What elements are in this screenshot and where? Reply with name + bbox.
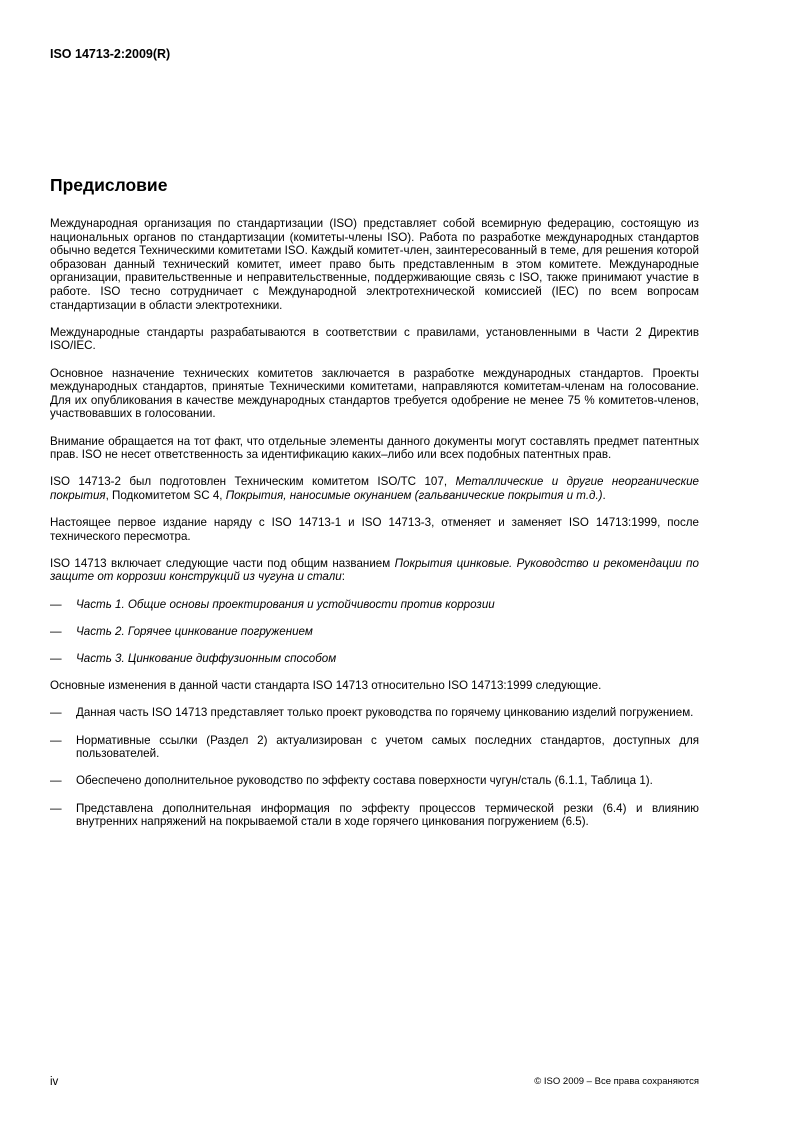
dash-mark: — [50, 733, 62, 747]
dash-mark: — [50, 624, 62, 638]
list-item-change-1 [50, 706, 699, 720]
list-item-change-4 [50, 802, 699, 829]
paragraph-iso-intro: Международная организация по стандартизации (ISO) представляет собой всемирную федерацию, состоящую из национальных органов по стандартизации (комитеты-члены ISO). Работа по разработке международных стандартов обычно ведется Техническими комитетами ISO. Каждый комитет-член, заинтересованный в теме, для решения которой образован данный технический комитет, имеет право быть представленным в этом комитете. Международные организации, правительственные и неправительственные, поддерживающие связь с ISO, также принимают участие в работе. ISO тесно сотрудничает с Международной электротехнической комиссией (IEC) по всем вопросам стандартизации в области электротехники. [50, 217, 699, 312]
list-item-text: Обеспечено дополнительное руководство по эффекту состава поверхности чугун/сталь (6.1.1, Таблица 1). [76, 774, 653, 788]
paragraph-changes-intro: Основные изменения в данной части стандарта ISO 14713 относительно ISO 14713:1999 следующие. [50, 679, 602, 693]
dash-mark: — [50, 597, 62, 611]
subcommittee-title: Покрытия, наносимые окунанием (гальванические покрытия и т.д.) [225, 488, 603, 502]
dash-mark: — [50, 706, 62, 720]
paragraph-prepared-by [50, 475, 699, 502]
paragraph-patent-notice: Внимание обращается на тот факт, что отдельные элементы данного документы могут составлять предмет патентных прав. ISO не несет ответственность за идентификацию каких–либо или всех подобных патентных прав. [50, 434, 699, 462]
paragraph-prepared-by-text-e: . [602, 488, 606, 502]
committee-title: Металлические и другие неорганические покрытия [50, 475, 699, 502]
paragraph-prepared-by-text-c: , Подкомитетом SC 4, [105, 488, 226, 502]
dash-mark: — [50, 801, 62, 815]
document-id-header: ISO 14713-2:2009(R) [50, 47, 171, 61]
paragraph-parts-intro-text-c: : [341, 570, 345, 584]
paragraph-edition: Настоящее первое издание наряду с ISO 14713-1 и ISO 14713-3, отменяет и заменяет ISO 14713:1999, после технического пересмотра. [50, 516, 699, 543]
list-item-text: Нормативные ссылки (Раздел 2) актуализирован с учетом самых последних стандартов, доступных для пользователей. [76, 733, 699, 761]
dash-mark: — [50, 652, 62, 665]
list-item-text: Часть 2. Горячее цинкование погружением [76, 624, 313, 638]
list-item-text: Часть 3. Цинкование диффузионным способом [76, 652, 337, 665]
paragraph-prepared-by-text-a: ISO 14713-2 был подготовлен Техническим комитетом ISO/TC 107, [50, 475, 456, 489]
paragraph-parts-intro [50, 557, 699, 584]
list-item-text: Данная часть ISO 14713 представляет только проект руководства по горячему цинкованию изделий погружением. [76, 706, 694, 720]
paragraph-directives: Международные стандарты разрабатываются в соответствии с правилами, установленными в Части 2 Директив ISO/IEC. [50, 325, 699, 353]
list-item-change-2 [50, 734, 699, 761]
paragraph-committee-task: Основное назначение технических комитетов заключается в разработке международных стандартов. Проекты международных стандартов, принятые Техническими комитетами, направляются комитетам-членам на голосование. Для их опубликования в качестве международных стандартов требуется одобрение не менее 75 % комитетов-членов, участвовавших в голосовании. [50, 366, 699, 421]
paragraph-parts-intro-text-a: ISO 14713 включает следующие части под общим названием [50, 556, 395, 570]
dash-mark: — [50, 774, 62, 788]
page-title: Предисловие [50, 175, 168, 195]
list-item-text: Часть 1. Общие основы проектирования и устойчивости против коррозии [76, 597, 495, 611]
general-title: Покрытия цинковые. Руководство и рекомендации по защите от коррозии конструкций из чугуна и стали [50, 556, 699, 584]
list-item-change-3 [50, 774, 699, 788]
page-number: iv [50, 1076, 59, 1088]
foreword-body [50, 217, 699, 829]
list-item-part-1 [50, 598, 699, 612]
list-item-part-3 [50, 652, 699, 666]
list-item-part-2 [50, 625, 699, 639]
copyright-notice: © ISO 2009 – Все права сохраняются [534, 1076, 699, 1087]
list-item-text: Представлена дополнительная информация по эффекту процессов термической резки (6.4) и влиянию внутренних напряжений на покрываемой стали в ходе горячего цинкования погружением (6.5). [76, 801, 699, 829]
